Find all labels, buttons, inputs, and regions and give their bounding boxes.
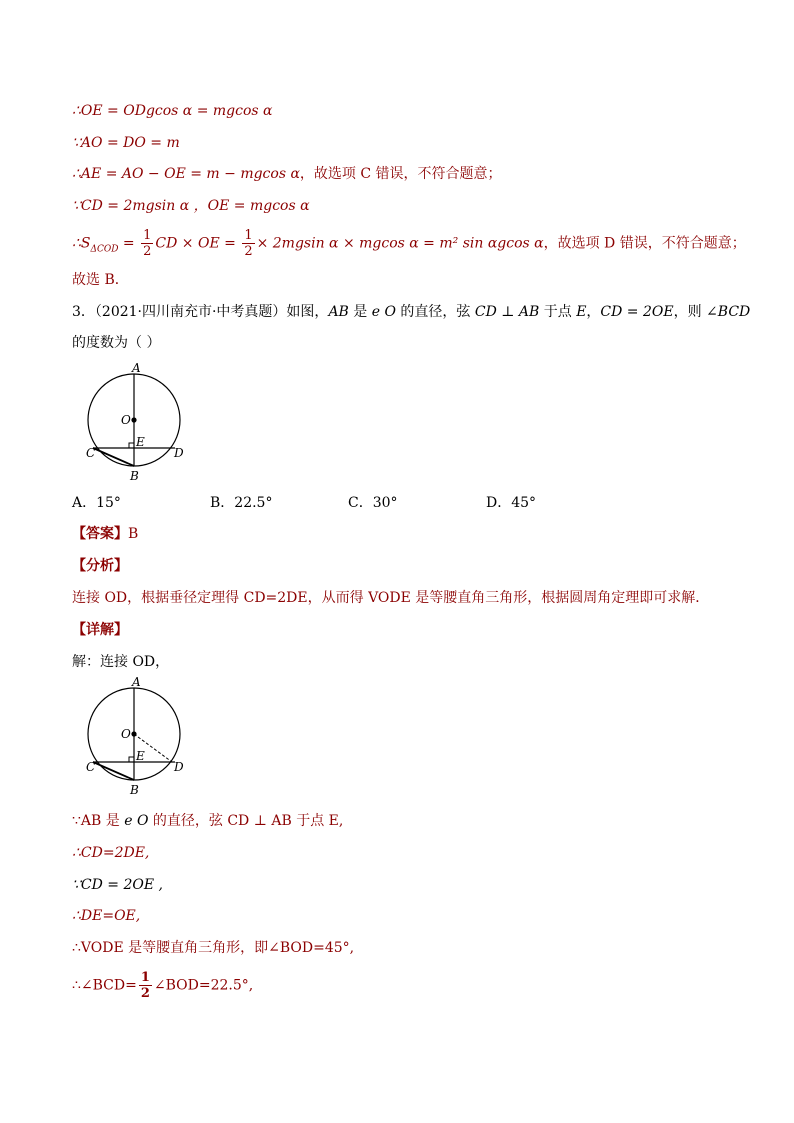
fraction-one-half: $\frac{1}{2}$	[244, 228, 253, 259]
segment-cb	[93, 762, 134, 780]
answer-value: B	[128, 526, 139, 542]
option-d[interactable]: D．45°	[486, 495, 537, 511]
label-b: B	[130, 469, 139, 483]
option-b[interactable]: B．22.5°	[210, 495, 273, 511]
label-e: E	[136, 435, 145, 449]
math-text: ∴AE = AO − OE = m − mgcos α	[72, 166, 300, 182]
math-text: CD × OE =	[155, 235, 241, 252]
center-point	[131, 417, 136, 422]
option-c[interactable]: C．30°	[348, 495, 398, 511]
math-text: ∵AO = DO = m	[72, 135, 180, 151]
option-a[interactable]: A．15°	[72, 495, 121, 511]
question-stem-line2: 的度数为（ ）	[72, 335, 161, 351]
label-d: D	[174, 446, 184, 460]
label-d: D	[174, 760, 184, 774]
step-1: ∵AB 是 e O 的直径，弦 CD ⊥ AB 于点 E,	[72, 813, 344, 829]
step-3: ∵CD = 2OE ,	[72, 877, 163, 893]
label-a: A	[132, 676, 141, 689]
fraction-one-half: $\frac{1}{2}$	[143, 228, 152, 259]
label-a: A	[132, 362, 141, 375]
answer-label: 【答案】	[72, 526, 128, 542]
fraction-one-half: $\frac{1}{2}$	[140, 970, 150, 1001]
right-angle-mark	[129, 757, 134, 762]
geometry-figure-1	[80, 362, 195, 484]
label-o: O	[121, 413, 131, 427]
answer-options	[72, 493, 624, 513]
math-text: ∵CD = 2mgsin α ，OE = mgcos α	[72, 198, 310, 214]
answer-line	[72, 524, 138, 544]
label-e: E	[136, 749, 145, 763]
equation-line-ao	[72, 133, 180, 153]
label-b: B	[130, 783, 139, 797]
segment-cb	[93, 448, 134, 466]
geometry-figure-2	[80, 676, 195, 798]
label-c: C	[86, 446, 96, 460]
conclusion-line	[72, 270, 129, 290]
detail-heading: 【详解】	[72, 622, 128, 638]
analysis-heading: 【分析】	[72, 558, 128, 574]
math-text: ∴S	[72, 235, 91, 252]
math-text: × 2mgsin α × mgcos α = m² sin αgcos α	[256, 235, 544, 252]
right-angle-mark	[129, 443, 134, 448]
text: ，故选项 D 错误，不符合题意；	[543, 235, 746, 252]
equation-line-area	[72, 228, 746, 264]
step-4: ∴DE=OE,	[72, 908, 141, 924]
subscript: ΔCOD	[90, 244, 119, 255]
equation-line-oe	[72, 101, 272, 121]
step-5: ∴VODE 是等腰直角三角形，即∠BOD=45°,	[72, 940, 355, 956]
step-2: ∴CD=2DE,	[72, 845, 150, 861]
center-point	[131, 731, 136, 736]
equation-line-cd	[72, 196, 310, 216]
question-stem: 3．（2021·四川南充市·中考真题）如图，AB 是 e O 的直径，弦 CD ⊥ AB 于点 E，CD = 2OE，则 ∠BCD	[72, 304, 751, 320]
math-text: =	[118, 235, 140, 252]
equation-line-ae	[72, 164, 502, 184]
text: ，故选项 C 错误，不符合题意；	[299, 166, 502, 182]
detail-intro: 解：连接 OD，	[72, 654, 170, 670]
step-6: ∴∠BCD= $\frac{1}{2}$ ∠BOD=22.5°,	[72, 970, 254, 1001]
text: 故选 B．	[72, 272, 129, 288]
math-text: ∴OE = ODgcos α = mgcos α	[72, 103, 273, 119]
label-c: C	[86, 760, 96, 774]
label-o: O	[121, 727, 131, 741]
analysis-text: 连接 OD，根据垂径定理得 CD=2DE，从而得 VODE 是等腰直角三角形，根据圆周角定理即可求解．	[72, 590, 710, 606]
